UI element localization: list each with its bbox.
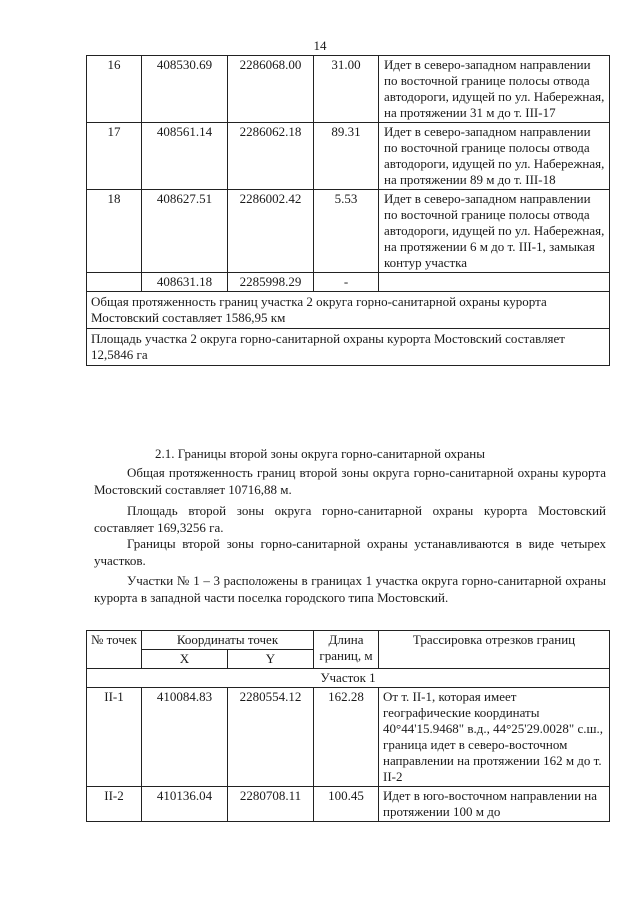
x-coordinate-cell: 408561.14 xyxy=(142,123,228,190)
table-row xyxy=(87,123,610,190)
total-length-row xyxy=(87,292,610,329)
description-cell xyxy=(379,273,610,292)
description-cell: Идет в северо-западном направлении по восточной границе полосы отвода автодороги, идущей по ул. Набережная, на протяжении 6 м до т. III-1, замыкая контур участка xyxy=(379,190,610,273)
point-number-cell: 16 xyxy=(87,56,142,123)
length-cell: 100.45 xyxy=(314,787,379,822)
point-number-cell: II-1 xyxy=(87,688,142,787)
length-cell: 5.53 xyxy=(314,190,379,273)
section-row xyxy=(87,669,610,688)
x-coordinate-cell: 410136.04 xyxy=(142,787,228,822)
paragraph-parts: Границы второй зоны горно-санитарной охраны устанавливаются в виде четырех участков. xyxy=(94,536,606,568)
paragraph-area: Площадь второй зоны округа горно-санитарной охраны курорта Мостовский составляет 169,3256 га. xyxy=(94,503,606,535)
header-row xyxy=(87,631,610,650)
x-coordinate-cell: 408631.18 xyxy=(142,273,228,292)
table-row xyxy=(87,787,610,822)
header-trace: Трассировка отрезков границ xyxy=(379,631,610,669)
boundary-table xyxy=(86,630,610,822)
y-coordinate-cell: 2285998.29 xyxy=(228,273,314,292)
x-coordinate-cell: 408627.51 xyxy=(142,190,228,273)
y-coordinate-cell: 2286062.18 xyxy=(228,123,314,190)
header-x: X xyxy=(142,650,228,669)
area-text: Площадь участка 2 округа горно-санитарной охраны курорта Мостовский составляет 12,5846 га xyxy=(87,329,610,366)
y-coordinate-cell: 2280708.11 xyxy=(228,787,314,822)
header-length: Длина границ, м xyxy=(314,631,379,669)
point-number-cell: II-2 xyxy=(87,787,142,822)
header-coordinates: Координаты точек xyxy=(142,631,314,650)
total-length-text: Общая протяженность границ участка 2 округа горно-санитарной охраны курорта Мостовский составляет 1586,95 км xyxy=(87,292,610,329)
x-coordinate-cell: 410084.83 xyxy=(142,688,228,787)
area-row xyxy=(87,329,610,366)
paragraph-total-length: Общая протяженность границ второй зоны округа горно-санитарной охраны курорта Мостовский составляет 10716,88 м. xyxy=(94,465,606,497)
x-coordinate-cell: 408530.69 xyxy=(142,56,228,123)
description-cell: От т. II-1, которая имеет географические координаты 40°44'15.9468" в.д., 44°25'29.0028" с.ш., граница идет в северо-восточном направлении на протяжении 162 м до т. II-2 xyxy=(379,688,610,787)
table-row xyxy=(87,688,610,787)
length-cell: 31.00 xyxy=(314,56,379,123)
length-cell: - xyxy=(314,273,379,292)
y-coordinate-cell: 2286002.42 xyxy=(228,190,314,273)
header-y: Y xyxy=(228,650,314,669)
page-number: 14 xyxy=(313,38,327,53)
section-heading: 2.1. Границы второй зоны округа горно-санитарной охраны xyxy=(155,446,485,461)
paragraph-location: Участки № 1 – 3 расположены в границах 1 участка округа горно-санитарной охраны курорта в западной части поселка городского типа Мостовский. xyxy=(94,573,606,605)
length-cell: 89.31 xyxy=(314,123,379,190)
point-number-cell xyxy=(87,273,142,292)
y-coordinate-cell: 2286068.00 xyxy=(228,56,314,123)
description-cell: Идет в северо-западном направлении по восточной границе полосы отвода автодороги, идущей по ул. Набережная, на протяжении 89 м до т. III-18 xyxy=(379,123,610,190)
table-row xyxy=(87,190,610,273)
y-coordinate-cell: 2280554.12 xyxy=(228,688,314,787)
table-row xyxy=(87,56,610,123)
boundary-table-continued xyxy=(86,55,610,366)
point-number-cell: 17 xyxy=(87,123,142,190)
section-label: Участок 1 xyxy=(87,669,610,688)
description-cell: Идет в северо-западном направлении по восточной границе полосы отвода автодороги, идущей по ул. Набережная, на протяжении 31 м до т. III-17 xyxy=(379,56,610,123)
point-number-cell: 18 xyxy=(87,190,142,273)
header-point-number: № точек xyxy=(87,631,142,669)
table-row xyxy=(87,273,610,292)
length-cell: 162.28 xyxy=(314,688,379,787)
description-cell: Идет в юго-восточном направлении на протяжении 100 м до xyxy=(379,787,610,822)
